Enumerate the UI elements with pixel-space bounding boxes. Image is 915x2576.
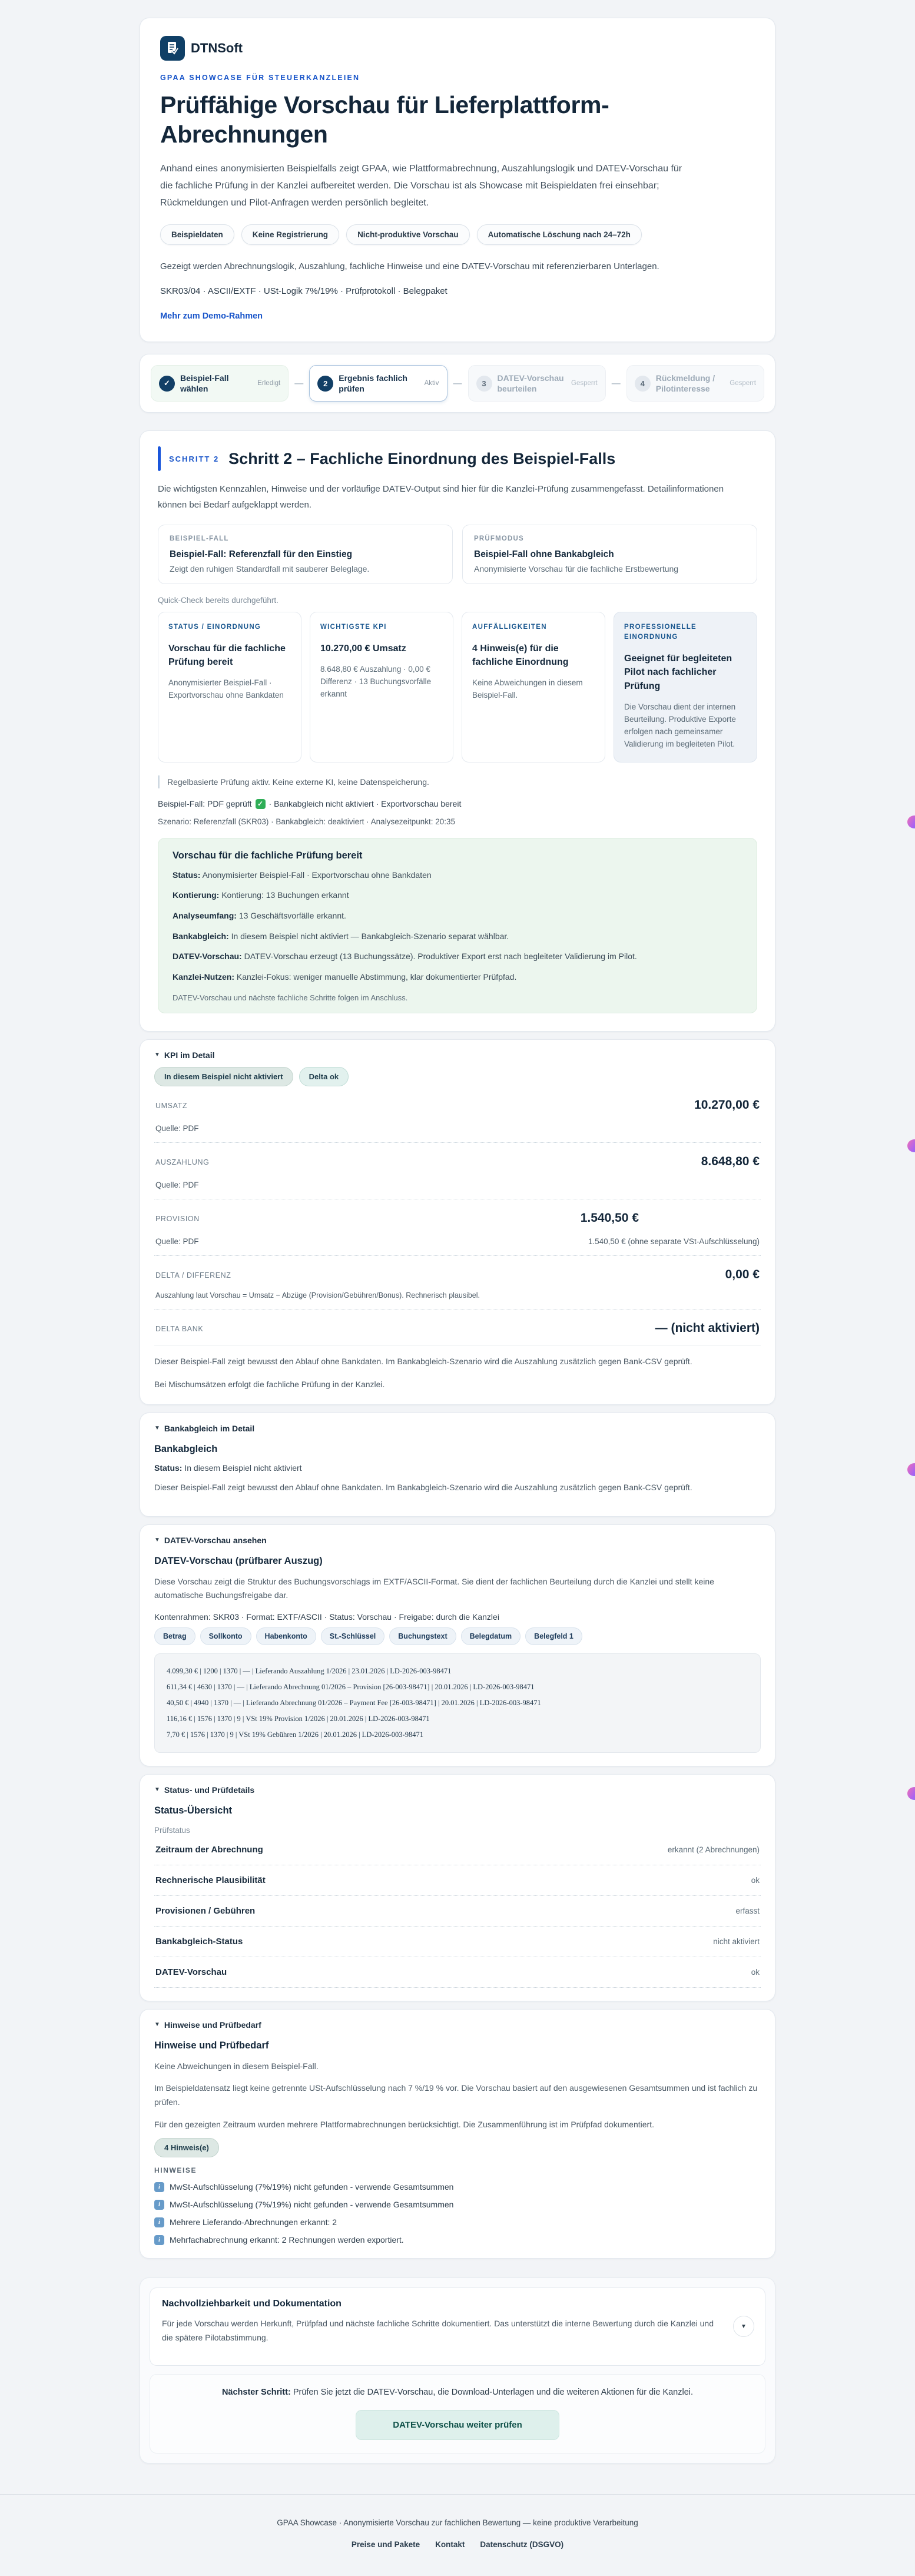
hero-badge-row [160,224,755,245]
step-label: Rückmeldung / Pilotinteresse [655,373,715,394]
kpi-row-value: 1.540,50 € [580,1211,639,1225]
step-status: Gesperrt [571,380,598,387]
context-card-title: Beispiel-Fall ohne Bankabgleich [474,549,614,559]
step-connector: — [294,378,304,389]
footer-link-preise[interactable]: Preise und Pakete [351,2539,420,2549]
badge-delta-ok: Delta ok [299,1067,349,1086]
status-row-label: Zeitraum der Abrechnung [155,1844,263,1855]
hint-text: MwSt-Aufschlüsselung (7%/19%) nicht gefunden - verwende Gesamtsummen [170,2182,454,2192]
ready-title: Vorschau für die fachliche Prüfung bereit [173,850,363,861]
booking-line: 116,16 € | 1576 | 1370 | 9 | VSt 19% Provision 1/2026 | 20.01.2026 | LD-2026-003-98471 [167,1714,430,1723]
ready-row-kontierung [173,889,742,902]
chevron-down-icon: ▼ [154,1786,160,1793]
next-step-label: Nächster Schritt: [221,2387,291,2397]
booking-line: 7,70 € | 1576 | 1370 | 9 | VSt 19% Gebühren 1/2026 | 20.01.2026 | LD-2026-003-98471 [167,1730,423,1739]
context-card-title: Beispiel-Fall: Referenzfall für den Einstieg [170,549,353,559]
kpi-row-value: 8.648,80 € [701,1154,760,1168]
kpi-row-note: Auszahlung laut Vorschau = Umsatz − Abzüge (Provision/Gebühren/Bonus). Rechnerisch plausibel. [155,1291,480,1299]
case-status-line [158,799,757,809]
hint-item [154,2217,761,2227]
step-label: DATEV-Vorschau beurteilen [497,373,564,394]
bank-detail-title: Bankabgleich [154,1443,218,1454]
chevron-down-icon: ▼ [154,1537,160,1544]
booking-line: 4.099,30 € | 1200 | 1370 | — | Lieferando Auszahlung 1/2026 | 23.01.2026 | LD-2026-003-98471 [167,1667,452,1676]
documentation-text: Für jede Vorschau werden Herkunft, Prüfpfad und nächste fachliche Schritte dokumentiert. Das unterstützt die interne Bewertung durch die Kanzlei und die spätere Pilotabstimmung. [162,2318,714,2343]
kpi-row-label: UMSATZ [155,1101,188,1110]
step2-title: Schritt 2 – Fachliche Einordnung des Beispiel-Falls [228,449,616,468]
status-row-value: ok [751,1967,760,1977]
column-pill-belegfeld: Belegfeld 1 [525,1627,582,1645]
kpi-card-wichtigste-kpi [310,612,453,762]
datev-intro: Diese Vorschau zeigt die Struktur des Buchungsvorschlags im EXTF/ASCII-Format. Sie dient der fachlichen Beurteilung durch die Kanzlei und stellt keine automatische Buchungsfreigabe dar. [154,1576,714,1600]
step-item-datev-beurteilen[interactable] [468,365,606,402]
badge-nicht-produktiv: Nicht-produktive Vorschau [346,224,470,245]
kpi-row-umsatz [154,1086,761,1143]
kpi-row-label: DELTA BANK [155,1324,204,1333]
chevron-down-icon: ▼ [154,1425,160,1432]
document-check-icon [165,41,180,56]
status-row-label: DATEV-Vorschau [155,1967,227,1977]
kpi-row-value: 0,00 € [725,1267,760,1281]
hint-text: Mehrere Lieferando-Abrechnungen erkannt: 2 [170,2217,337,2227]
kpi-detail-card [140,1039,775,1405]
kpi-row-source: Quelle: PDF [155,1180,199,1189]
context-card-sub: Zeigt den ruhigen Standardfall mit sauberer Beleglage. [170,563,370,573]
ready-row-label: Analyseumfang: [173,910,237,920]
hints-count-badge: 4 Hinweis(e) [154,2138,219,2157]
kpi-card-einordnung [614,612,757,762]
info-icon: i [154,2200,164,2210]
kpi-row-value: — (nicht aktiviert) [655,1321,760,1335]
documentation-card [150,2287,765,2366]
kpi-card-sub: Keine Abweichungen in diesem Beispiel-Fall. [472,678,583,700]
status-row-label: Rechnerische Plausibilität [155,1875,266,1885]
status-overview-subtitle: Prüfstatus [154,1825,190,1835]
column-pill-st-schluessel: St.-Schlüssel [321,1627,385,1645]
kicker-bar [158,446,161,471]
ready-summary-card [158,838,757,1013]
stepper-card [140,354,775,413]
context-card-beispiel-fall [158,525,453,584]
status-row-provisionen [154,1896,761,1927]
step2-kicker: SCHRITT 2 [169,454,220,463]
status-row-value: erfasst [735,1906,760,1915]
kpi-row-label: AUSZAHLUNG [155,1158,210,1166]
badge-beispieldaten: Beispieldaten [160,224,234,245]
footer-link-kontakt[interactable]: Kontakt [435,2539,465,2549]
status-row-plausibilitaet [154,1865,761,1896]
info-icon: i [154,2217,164,2227]
badge-loeschung: Automatische Löschung nach 24–72h [477,224,642,245]
bank-detail-text: Dieser Beispiel-Fall zeigt bewusst den Ablauf ohne Bankdaten. Im Bankabgleich-Szenario wird die Auszahlung zusätzlich gegen Bank-CSV geprüft. [154,1482,692,1492]
status-line-post: · Bankabgleich nicht aktiviert · Exportvorschau bereit [268,799,462,809]
kpi-card-status [158,612,301,762]
kpi-card-label: AUFFÄLLIGKEITEN [472,623,547,631]
step-status: Gesperrt [730,380,756,387]
datev-card [140,1524,775,1766]
datev-title: DATEV-Vorschau (prüfbarer Auszug) [154,1555,323,1566]
hints-list-label: HINWEISE [154,2166,197,2174]
column-pill-habenkonto: Habenkonto [256,1627,316,1645]
next-step-description: Prüfen Sie jetzt die DATEV-Vorschau, die Download-Unterlagen und die weiteren Aktionen für die Kanzlei. [293,2387,694,2397]
step-number: 4 [635,376,651,392]
status-overview-title: Status-Übersicht [154,1805,233,1816]
status-details-toggle[interactable] [154,1785,761,1795]
column-pill-sollkonto: Sollkonto [200,1627,251,1645]
quick-check-text: Quick-Check bereits durchgeführt. [158,595,279,605]
step2-header [158,446,757,471]
page-footer [0,2494,915,2576]
hints-paragraph: Keine Abweichungen in diesem Beispiel-Fall. [154,2061,319,2071]
step-item-beispiel-fall[interactable] [151,365,289,402]
datev-meta: Kontenrahmen: SKR03 · Format: EXTF/ASCII · Status: Vorschau · Freigabe: durch die Kanzlei [154,1612,499,1622]
chevron-down-icon: ▼ [154,1052,160,1059]
rule-note: Regelbasierte Prüfung aktiv. Keine externe KI, keine Datenspeicherung. [158,775,757,788]
kpi-row-label: PROVISION [155,1214,200,1223]
ready-row-datev [173,950,742,963]
status-row-value: erkannt (2 Abrechnungen) [667,1845,760,1854]
step-item-ergebnis-pruefen[interactable] [309,365,447,402]
hint-text: MwSt-Aufschlüsselung (7%/19%) nicht gefunden - verwende Gesamtsummen [170,2200,454,2210]
hero-intro: Anhand eines anonymisierten Beispielfalls zeigt GPAA, wie Plattformabrechnung, Auszahlungslogik und DATEV-Vorschau für die fachliche Prüfung in der Kanzlei aufbereitet werden. Die Vorschau ist als Showcase mit Beispieldaten frei einsehbar; Rückmeldungen und Pilot-Anfragen werden persönlich begleitet. [160,164,682,208]
datev-column-pills [154,1627,761,1645]
kpi-card-title: 4 Hinweis(e) für die fachliche Einordnung [472,644,569,668]
context-card-row [158,525,757,584]
kpi-card-label: STATUS / EINORDNUNG [168,623,261,631]
step-label: Ergebnis fachlich prüfen [339,373,407,394]
hero-shown-text: Gezeigt werden Abrechnungslogik, Auszahlung, fachliche Hinweise und eine DATEV-Vorschau mit referenzierbaren Unterlagen. [160,261,659,272]
hints-summary-label: Hinweise und Prüfbedarf [164,2020,261,2030]
kpi-card-sub: Die Vorschau dient der internen Beurteilung. Produktive Exporte erfolgen nach gemeinsamer Validierung im begleiteten Pilot. [624,702,736,748]
bank-detail-summary-label: Bankabgleich im Detail [164,1423,255,1433]
info-icon: i [154,2182,164,2192]
content-column [140,0,775,2464]
ready-row-nutzen [173,971,742,984]
kpi-card-title: 10.270,00 € Umsatz [320,644,406,654]
brand-row [160,36,755,61]
hints-toggle[interactable] [154,2020,761,2030]
demo-rahmen-link[interactable]: Mehr zum Demo-Rahmen [160,311,263,321]
step-connector: — [611,378,621,389]
kpi-footnote-misch: Bei Mischumsätzen erfolgt die fachliche Prüfung in der Kanzlei. [154,1379,385,1389]
kpi-row-source: Quelle: PDF [155,1236,199,1246]
ready-row-label: Kanzlei-Nutzen: [173,972,234,982]
hero-eyebrow: GPAA SHOWCASE FÜR STEUERKANZLEIEN [160,74,360,82]
kpi-card-sub: 8.648,80 € Auszahlung · 0,00 € Differenz · 13 Buchungsvorfälle erkannt [320,665,432,699]
brand-name: DTNSoft [191,41,243,55]
kpi-card-auffaelligkeiten [462,612,605,762]
step-label: Beispiel-Fall wählen [180,373,229,394]
edge-decoration-dot [907,815,915,828]
chevron-down-icon: ▼ [154,2021,160,2028]
bottom-card [140,2277,775,2464]
status-details-card [140,1774,775,2001]
kpi-detail-summary-label: KPI im Detail [164,1050,215,1060]
kpi-detail-toggle[interactable] [154,1050,761,1060]
badge-keine-registrierung: Keine Registrierung [241,224,339,245]
hint-text: Mehrfachabrechnung erkannt: 2 Rechnungen werden exportiert. [170,2235,404,2245]
expand-documentation-button[interactable] [733,2316,754,2337]
documentation-title: Nachvollziehbarkeit und Dokumentation [162,2298,342,2309]
ready-footnote: DATEV-Vorschau und nächste fachliche Schritte folgen im Anschluss. [173,993,408,1002]
ready-row-label: Bankabgleich: [173,931,229,941]
step2-intro: Die wichtigsten Kennzahlen, Hinweise und der vorläufige DATEV-Output sind hier für die Kanzlei-Prüfung zusammengefasst. Detailinformationen können bei Bedarf aufgeklappt werden. [158,484,724,510]
step-status: Erledigt [257,380,281,387]
hero-card [140,18,775,342]
status-row-datev [154,1957,761,1988]
edge-decoration-dot [907,1139,915,1152]
datev-weiter-pruefen-button[interactable]: DATEV-Vorschau weiter prüfen [356,2410,559,2440]
kpi-card-label: PROFESSIONELLE EINORDNUNG [624,623,697,641]
kpi-card-row [158,612,757,762]
column-pill-belegdatum: Belegdatum [461,1627,521,1645]
bank-status-text: In diesem Beispiel nicht aktiviert [184,1463,302,1473]
ready-row-bankabgleich [173,930,742,943]
hint-item [154,2235,761,2245]
bank-status-label: Status: [154,1463,183,1473]
ready-row-label: Kontierung: [173,890,220,900]
datev-toggle[interactable] [154,1536,761,1545]
kpi-row-value: 10.270,00 € [694,1098,760,1112]
status-details-summary-label: Status- und Prüfdetails [164,1785,255,1795]
ready-row-label: Status: [173,870,201,880]
info-icon: i [154,2235,164,2245]
ready-row-label: DATEV-Vorschau: [173,952,242,962]
status-row-bankabgleich [154,1927,761,1957]
status-row-zeitraum [154,1835,761,1865]
booking-line: 611,34 € | 4630 | 1370 | — | Lieferando Abrechnung 01/2026 – Provision [26-003-98471] | 20.01.2026 | LD-2026-003-98471 [167,1683,535,1692]
bank-detail-card [140,1413,775,1517]
status-row-label: Bankabgleich-Status [155,1936,243,1947]
datev-summary-label: DATEV-Vorschau ansehen [164,1535,267,1545]
bank-detail-toggle[interactable] [154,1424,761,1433]
scenario-line: Szenario: Referenzfall (SKR03) · Bankabgleich: deaktiviert · Analysezeitpunkt: 20:35 [158,817,456,826]
chevron-down-icon: ▼ [741,2323,747,2330]
ready-row-text: Kanzlei-Fokus: weniger manuelle Abstimmung, klar dokumentierter Prüfpfad. [236,972,517,982]
ready-row-text: In diesem Beispiel nicht aktiviert — Bankabgleich-Szenario separat wählbar. [231,931,509,941]
hints-paragraph: Im Beispieldatensatz liegt keine getrennte USt-Aufschlüsselung nach 7 %/19 % vor. Die Vorschau basiert auf den ausgewiesenen Gesamtsummen und ist fachlich zu prüfen. [154,2083,758,2107]
status-row-value: ok [751,1875,760,1885]
edge-decoration-dot [907,1463,915,1476]
hint-item [154,2182,761,2192]
bank-detail-status [154,1463,761,1473]
status-row-value: nicht aktiviert [713,1937,760,1946]
context-card-label: PRÜFMODUS [474,535,524,542]
kpi-row-label: DELTA / DIFFERENZ [155,1271,231,1279]
ready-row-text: DATEV-Vorschau erzeugt (13 Buchungssätze). Produktiver Export erst nach begleiteter Validierung im Pilot. [244,952,637,962]
status-row-label: Provisionen / Gebühren [155,1905,256,1916]
step-status: Aktiv [424,380,439,387]
hero-meta: SKR03/04 · ASCII/EXTF · USt-Logik 7%/19% · Prüfprotokoll · Belegpaket [160,286,447,296]
kpi-row-note: 1.540,50 € (ohne separate VSt-Aufschlüsselung) [588,1236,760,1246]
column-pill-betrag: Betrag [154,1627,195,1645]
ready-row-text: Kontierung: 13 Buchungen erkannt [221,890,349,900]
footer-link-datenschutz[interactable]: Datenschutz (DSGVO) [480,2539,564,2549]
edge-decoration-dot [907,1787,915,1800]
dtnsoft-logo-icon [160,36,185,61]
status-line-pre: Beispiel-Fall: PDF geprüft [158,799,252,809]
step-number: 2 [317,376,333,392]
hints-title: Hinweise und Prüfbedarf [154,2040,269,2051]
kpi-detail-badges [154,1067,761,1086]
ready-row-status [173,869,742,882]
context-card-pruefmodus [462,525,757,584]
badge-nicht-aktiviert: In diesem Beispiel nicht aktiviert [154,1067,293,1086]
kpi-footnote-bank: Dieser Beispiel-Fall zeigt bewusst den Ablauf ohne Bankdaten. Im Bankabgleich-Szenario wird die Auszahlung zusätzlich gegen Bank-CSV geprüft. [154,1356,692,1366]
ready-row-text: Anonymisierter Beispiel-Fall · Exportvorschau ohne Bankdaten [202,870,432,880]
hint-item [154,2200,761,2210]
footer-note: GPAA Showcase · Anonymisierte Vorschau zur fachlichen Bewertung — keine produktive Verarbeitung [277,2518,638,2527]
footer-links [0,2540,915,2549]
ready-row-analyseumfang [173,910,742,923]
check-icon: ✓ [256,799,266,809]
context-card-sub: Anonymisierte Vorschau für die fachliche Erstbewertung [474,563,679,573]
step-connector: — [453,378,462,389]
kpi-row-provision [154,1199,761,1256]
context-card-label: BEISPIEL-FALL [170,535,229,542]
ready-row-text: 13 Geschäftsvorfälle erkannt. [238,910,346,920]
datev-code-block [154,1653,761,1752]
step2-card [140,430,775,1031]
next-step-card [150,2374,765,2454]
kpi-row-delta-bank [154,1309,761,1345]
kpi-card-sub: Anonymisierter Beispiel-Fall · Exportvorschau ohne Bankdaten [168,678,284,700]
kpi-row-auszahlung [154,1143,761,1199]
next-step-text [163,2388,752,2397]
step-number: 3 [476,376,492,392]
kpi-card-title: Geeignet für begleiteten Pilot nach fachlicher Prüfung [624,654,732,691]
hints-paragraph: Für den gezeigten Zeitraum wurden mehrere Plattformabrechnungen berücksichtigt. Die Zusammenführung ist im Prüfpfad dokumentiert. [154,2120,654,2130]
booking-line: 40,50 € | 4940 | 1370 | — | Lieferando Abrechnung 01/2026 – Payment Fee [26-003-98471] | 20.01.2026 | LD-2026-003-98471 [167,1699,541,1707]
step-item-rueckmeldung[interactable] [626,365,764,402]
kpi-card-title: Vorschau für die fachliche Prüfung bereit [168,644,286,668]
column-pill-buchungstext: Buchungstext [389,1627,456,1645]
kpi-row-delta-differenz [154,1256,761,1309]
hints-card [140,2009,775,2259]
kpi-card-label: WICHTIGSTE KPI [320,623,387,631]
check-icon: ✓ [159,376,175,392]
kpi-row-source: Quelle: PDF [155,1123,199,1133]
page-title: Prüffähige Vorschau für Lieferplattform-Abrechnungen [160,91,609,148]
